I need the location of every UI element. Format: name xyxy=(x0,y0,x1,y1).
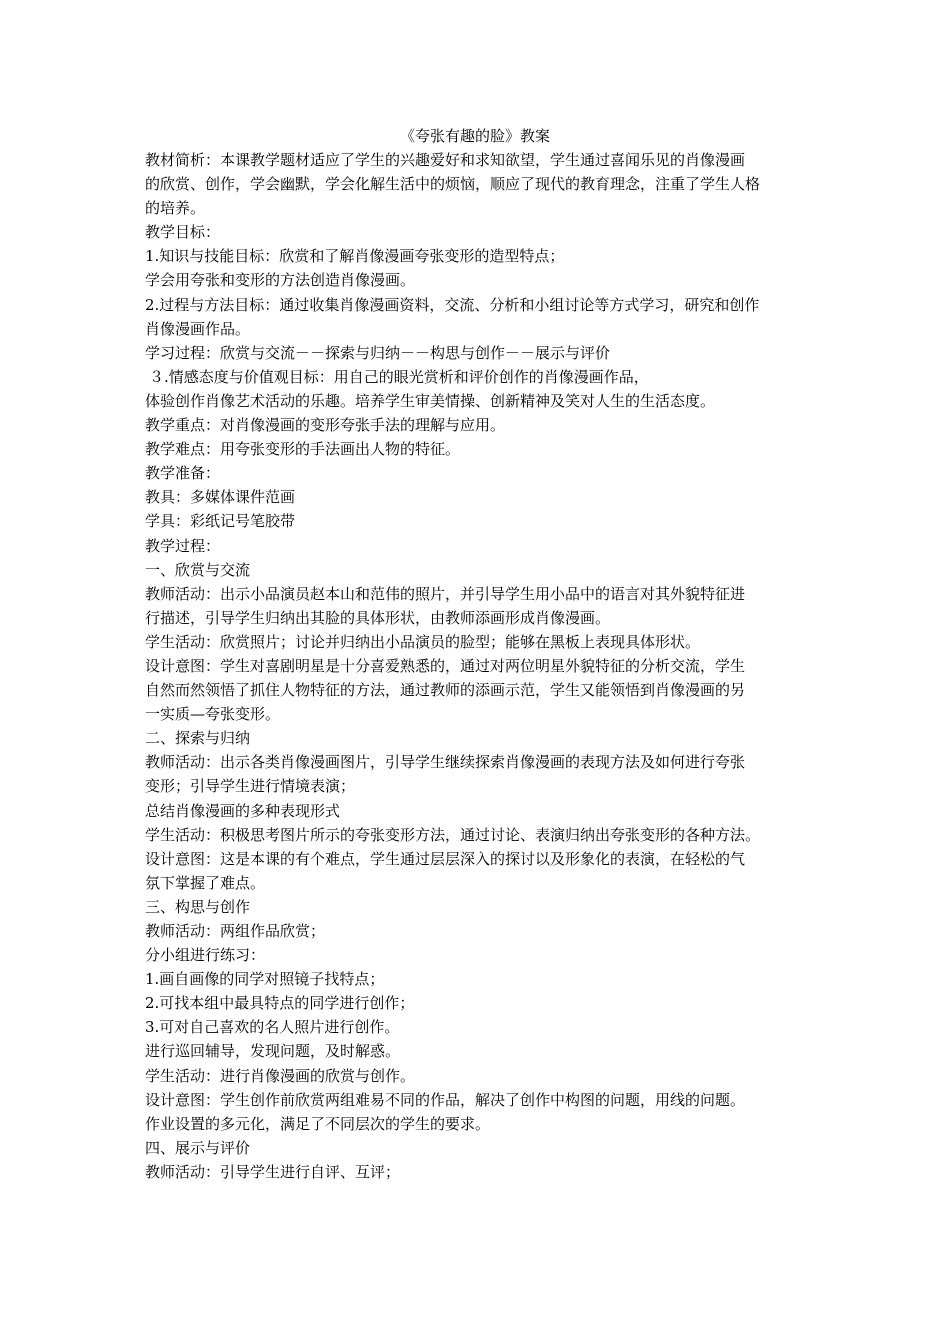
text-line: 学生活动：进行肖像漫画的欣赏与创作。 xyxy=(145,1066,416,1085)
text-line: 教材简析：本课教学题材适应了学生的兴趣爱好和求知欲望，学生通过喜闻乐见的肖像漫画 xyxy=(145,151,746,169)
text-line: 学生活动：积极思考图片所示的夸张变形方法，通过讨论、表演归纳出夸张变形的各种方法。 xyxy=(145,825,761,844)
text-line: 作业设置的多元化，满足了不同层次的学生的要求。 xyxy=(145,1114,491,1133)
text-line: 的欣赏、创作，学会幽默，学会化解生活中的烦恼，顺应了现代的教育理念，注重了学生人格 xyxy=(145,175,761,194)
list-item: 3.可对自己喜欢的名人照片进行创作。 xyxy=(145,1018,400,1037)
section-heading: 教学准备： xyxy=(145,464,221,483)
text-line: 教师活动：出示各类肖像漫画图片，引导学生继续探索肖像漫画的表现方法及如何进行夸张 xyxy=(145,753,746,772)
text-line: 分小组进行练习： xyxy=(145,946,266,965)
text-line: 教师活动：引导学生进行自评、互评； xyxy=(145,1162,401,1181)
section-heading: 四、展示与评价 xyxy=(145,1138,251,1157)
text-line: 肖像漫画作品。 xyxy=(145,319,251,338)
list-item: 1.画自画像的同学对照镜子找特点； xyxy=(145,970,385,989)
text-line: 氛下掌握了难点。 xyxy=(145,873,266,892)
text-line: 学习过程：欣赏与交流－－探索与归纳－－构思与创作－－展示与评价 xyxy=(145,343,611,362)
text-line: 体验创作肖像艺术活动的乐趣。培养学生审美情操、创新精神及笑对人生的生活态度。 xyxy=(145,391,716,410)
text-line: 教师活动：两组作品欣赏； xyxy=(145,922,326,940)
text-line: ３.情感态度与价值观目标：用自己的眼光赏析和评价创作的肖像漫画作品， xyxy=(149,367,649,386)
section-heading: 二、探索与归纳 xyxy=(145,729,251,748)
text-line: 设计意图：这是本课的有个难点，学生通过层层深入的探讨以及形象化的表演，在轻松的气 xyxy=(145,849,746,868)
text-line: 的培养。 xyxy=(145,199,206,218)
list-item: 2.可找本组中最具特点的同学进行创作； xyxy=(145,994,415,1013)
text-line: 总结肖像漫画的多种表现形式 xyxy=(145,801,341,820)
section-heading: 三、构思与创作 xyxy=(145,897,251,916)
text-line: 学会用夸张和变形的方法创造肖像漫画。 xyxy=(145,271,416,290)
text-line: 2.过程与方法目标：通过收集肖像漫画资料，交流、分析和小组讨论等方式学习，研究和创作 xyxy=(145,295,760,314)
text-line: 教学重点：对肖像漫画的变形夸张手法的理解与应用。 xyxy=(145,416,506,435)
text-line: 一实质—夸张变形。 xyxy=(145,705,281,724)
text-line: 学生活动：欣赏照片；讨论并归纳出小品演员的脸型；能够在黑板上表现具体形状。 xyxy=(145,632,701,651)
text-line: 教学难点：用夸张变形的手法画出人物的特征。 xyxy=(145,440,461,459)
section-heading: 教学过程： xyxy=(145,536,221,555)
document-title: 《夸张有趣的脸》教案 xyxy=(399,127,550,145)
text-line: 学具：彩纸记号笔胶带 xyxy=(145,512,296,531)
text-line: 自然而然领悟了抓住人物特征的方法，通过教师的添画示范，学生又能领悟到肖像漫画的另 xyxy=(145,681,746,700)
text-line: 行描述，引导学生归纳出其脸的具体形状，由教师添画形成肖像漫画。 xyxy=(145,608,611,627)
text-line: 进行巡回辅导，发现问题，及时解惑。 xyxy=(145,1042,401,1061)
text-line: 1.知识与技能目标：欣赏和了解肖像漫画夸张变形的造型特点； xyxy=(145,247,565,266)
text-line: 教具：多媒体课件范画 xyxy=(145,488,296,507)
text-line: 变形；引导学生进行情境表演； xyxy=(145,777,356,796)
section-heading: 教学目标： xyxy=(145,223,221,242)
section-heading: 一、欣赏与交流 xyxy=(145,560,251,579)
text-line: 教师活动：出示小品演员赵本山和范伟的照片，并引导学生用小品中的语言对其外貌特征进 xyxy=(145,584,746,603)
text-line: 设计意图：学生对喜剧明星是十分喜爱熟悉的，通过对两位明星外貌特征的分析交流，学生 xyxy=(145,656,746,675)
document-body xyxy=(145,148,813,1184)
text-line: 设计意图：学生创作前欣赏两组难易不同的作品，解决了创作中构图的问题，用线的问题。 xyxy=(145,1090,746,1109)
